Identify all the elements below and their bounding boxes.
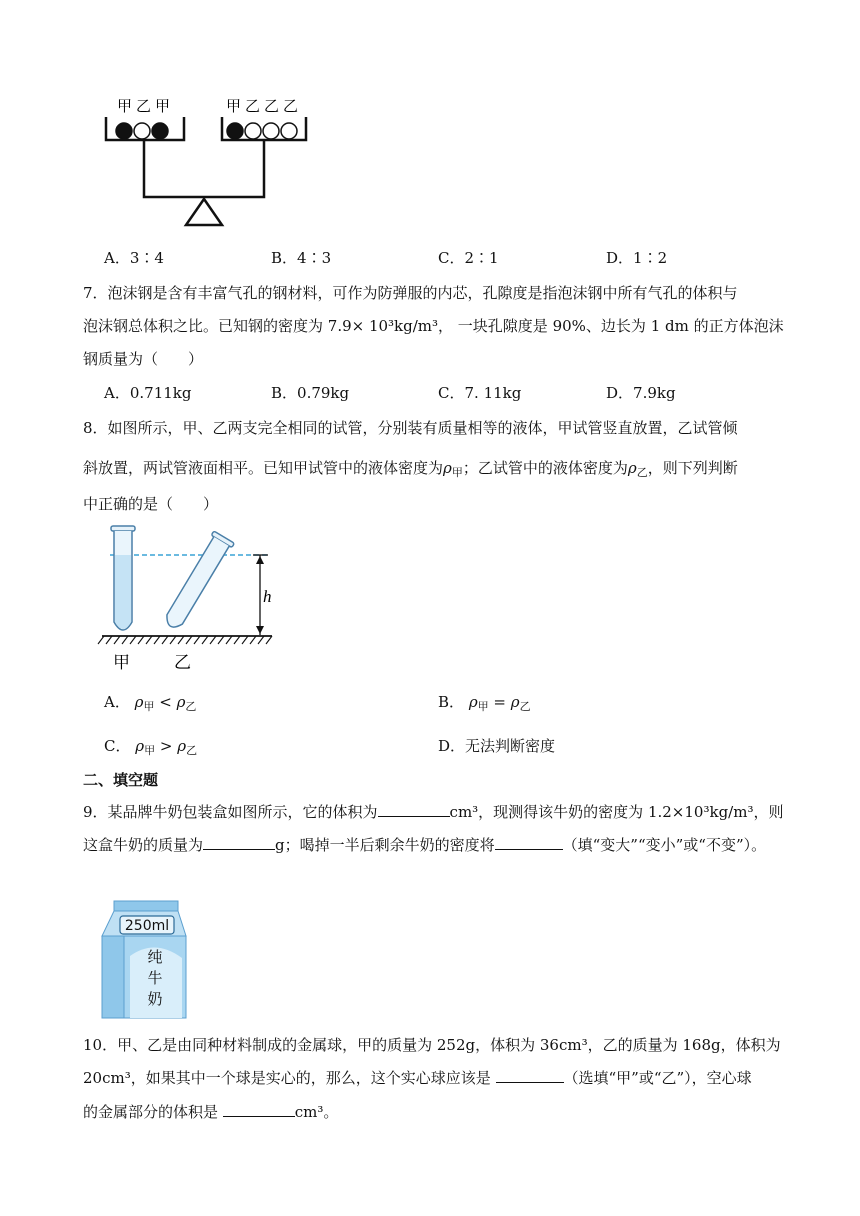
ball-yi — [134, 123, 150, 139]
q7-option-b[interactable]: B．0.79kg — [271, 384, 350, 402]
q7-text-line1: 7．泡沫钢是含有丰富气孔的钢材料，可作为防弹服的内芯，孔隙度是指泡沫钢中所有气孔的体积与 — [83, 284, 738, 302]
q8-text-line1: 8．如图所示，甲、乙两支完全相同的试管，分别装有质量相等的液体，甲试管竖直放置，乙试管倾 — [83, 419, 738, 437]
q10-blank-metal-volume[interactable] — [223, 1102, 295, 1117]
fulcrum-triangle — [186, 199, 222, 225]
milk-carton-figure — [100, 898, 190, 1020]
carton-text-3: 奶 — [147, 990, 163, 1008]
q8-text-line3: 中正确的是（ ） — [83, 495, 219, 513]
ball-jia — [152, 123, 168, 139]
q7-option-c[interactable]: C．7. 11kg — [438, 384, 522, 402]
q8-text-line2: 斜放置，两试管液面相平。已知甲试管中的液体密度为$\rho_甲$；乙试管中的液体密度为$\rho_乙$，则下列判断 — [83, 459, 738, 479]
ball-yi — [281, 123, 297, 139]
tube-jia-label: 甲 — [113, 653, 130, 673]
q9-blank-volume[interactable] — [378, 802, 450, 817]
q10-text-line2: 20cm³，如果其中一个球是实心的，那么，这个实心球应该是 （选填“甲”或“乙”），空心球 — [83, 1069, 752, 1087]
ball-jia — [116, 123, 132, 139]
q10-text-line3: 的金属部分的体积是 cm³。 — [83, 1103, 339, 1121]
carton-text-2: 牛 — [147, 969, 163, 987]
q6-option-b[interactable]: B．4∶3 — [271, 249, 332, 267]
carton-text-1: 纯 — [147, 948, 163, 966]
q6-option-a[interactable]: A．3∶4 — [104, 249, 164, 267]
q6-option-d[interactable]: D．1∶2 — [606, 249, 668, 267]
ball-yi — [263, 123, 279, 139]
ball-jia — [227, 123, 243, 139]
q9-text-line1: 9．某品牌牛奶包装盒如图所示，它的体积为 cm³，现测得该牛奶的密度为 1.2×10³kg/m³，则 — [83, 803, 784, 821]
q7-option-a[interactable]: A．0.711kg — [104, 384, 192, 402]
height-h-label: h — [263, 587, 272, 606]
section-title: 二、填空题 — [83, 771, 159, 789]
q8-option-d[interactable]: D．无法判断密度 — [438, 737, 556, 755]
q9-text-line2: 这盒牛奶的质量为 g；喝掉一半后剩余牛奶的密度将 （填“变大”“变小”或“不变”）。 — [83, 836, 767, 854]
left-ball-label-2: 乙 — [136, 97, 152, 115]
test-tube-figure — [100, 522, 280, 677]
right-ball-label-3: 乙 — [264, 97, 280, 115]
q7-option-d[interactable]: D．7.9kg — [606, 384, 676, 402]
q6-option-c[interactable]: C．2∶1 — [438, 249, 499, 267]
tube-yi-label: 乙 — [174, 653, 191, 673]
q8-option-c[interactable]: C． $\rho_甲 > \rho_乙$ — [104, 737, 198, 757]
balance-figure — [100, 95, 320, 235]
right-ball-label-4: 乙 — [283, 97, 299, 115]
q9-blank-mass[interactable] — [203, 835, 275, 850]
q8-option-b[interactable]: B． $\rho_甲 = \rho_乙$ — [438, 693, 531, 713]
q7-text-line2: 泡沫钢总体积之比。已知钢的密度为 7.9× 10³kg/m³， 一块孔隙度是 90%、边长为 1 dm 的正方体泡沫 — [83, 317, 784, 335]
q7-text-line3: 钢质量为（ ） — [83, 350, 204, 368]
left-ball-label-1: 甲 — [117, 97, 133, 115]
right-ball-label-2: 乙 — [245, 97, 261, 115]
ball-yi — [245, 123, 261, 139]
q9-blank-density[interactable] — [495, 835, 563, 850]
right-ball-label-1: 甲 — [226, 97, 242, 115]
carton-volume-label: 250ml — [124, 918, 170, 934]
q10-text-line1: 10．甲、乙是由同种材料制成的金属球，甲的质量为 252g，体积为 36cm³，乙的质量为 168g，体积为 — [83, 1036, 781, 1054]
q8-option-a[interactable]: A． $\rho_甲 < \rho_乙$ — [104, 693, 197, 713]
left-ball-label-3: 甲 — [155, 97, 171, 115]
q10-blank-solid-ball[interactable] — [496, 1068, 564, 1083]
